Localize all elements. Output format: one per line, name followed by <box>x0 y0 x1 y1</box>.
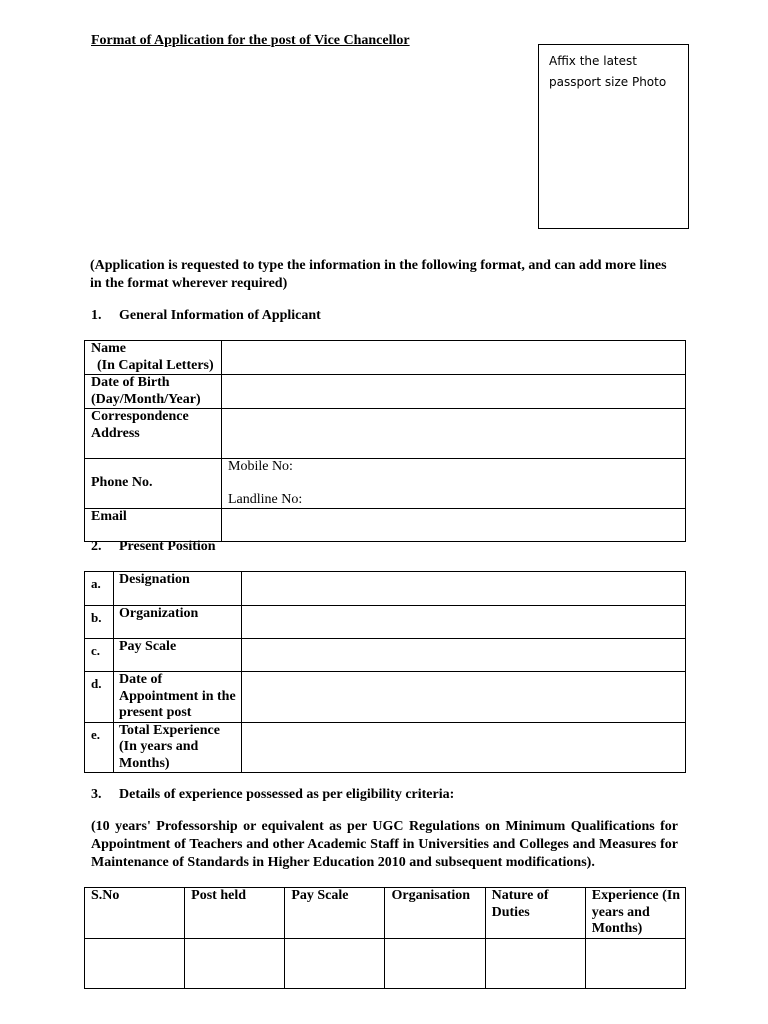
row-index: c. <box>85 639 114 672</box>
sno-cell[interactable] <box>85 939 185 989</box>
column-header-post-held: Post held <box>185 888 285 939</box>
appointment-date-field[interactable] <box>242 672 686 723</box>
organisation-cell[interactable] <box>385 939 485 989</box>
pay-scale-cell[interactable] <box>285 939 385 989</box>
document-title: Format of Application for the post of Vice Chancellor <box>91 33 410 48</box>
address-label-line2: Address <box>91 425 140 441</box>
organization-label: Organization <box>114 606 242 639</box>
column-header-organisation: Organisation <box>385 888 485 939</box>
total-experience-field[interactable] <box>242 722 686 773</box>
landline-label: Landline No: <box>228 491 303 507</box>
organization-field[interactable] <box>242 606 686 639</box>
name-field[interactable] <box>222 341 686 375</box>
pay-scale-field[interactable] <box>242 639 686 672</box>
table-row <box>85 341 686 375</box>
row-index: a. <box>85 572 114 606</box>
phone-field[interactable] <box>222 459 686 509</box>
table-row <box>85 375 686 409</box>
photo-box-text: Affix the latest passport size Photo <box>549 54 667 89</box>
address-label <box>85 409 222 459</box>
photo-placeholder-box <box>538 44 689 229</box>
dob-label <box>85 375 222 409</box>
table-row <box>85 572 686 606</box>
instruction-text: (Application is requested to type the information in the following format, and can add more lines in the format wherever required) <box>90 258 667 291</box>
section2-title: Present Position <box>119 539 216 554</box>
name-label <box>85 341 222 375</box>
table-row <box>85 639 686 672</box>
eligibility-criteria-note: (10 years' Professorship or equivalent as per UGC Regulations on Minimum Qualifications for Appointment of Teachers and other Academic Staff in Universities and Colleges and Measures for Maintenance of Standards in Higher Education 2010 and subsequent modifications). <box>91 819 678 870</box>
table-row <box>85 606 686 639</box>
name-label-line2: (In Capital Letters) <box>97 357 214 373</box>
section1-title: General Information of Applicant <box>119 308 321 323</box>
address-field[interactable] <box>222 409 686 459</box>
name-label-line1: Name <box>91 341 126 356</box>
post-held-cell[interactable] <box>185 939 285 989</box>
dob-label-line1: Date of Birth <box>91 375 170 390</box>
total-experience-label: Total Experience (In years and Months) <box>114 722 242 773</box>
experience-table <box>84 887 686 989</box>
table-row <box>85 939 686 989</box>
experience-cell[interactable] <box>585 939 685 989</box>
address-label-line1: Correspondence <box>91 409 189 424</box>
section1-number: 1. <box>91 308 102 323</box>
email-label: Email <box>85 509 222 542</box>
pay-scale-label: Pay Scale <box>114 639 242 672</box>
table-row <box>85 509 686 542</box>
section2-heading <box>91 539 216 555</box>
dob-field[interactable] <box>222 375 686 409</box>
table-row <box>85 459 686 509</box>
section2-number: 2. <box>91 539 102 554</box>
mobile-label: Mobile No: <box>228 459 293 474</box>
table-row <box>85 722 686 773</box>
column-header-pay-scale: Pay Scale <box>285 888 385 939</box>
table-row <box>85 672 686 723</box>
nature-of-duties-cell[interactable] <box>485 939 585 989</box>
table-header-row <box>85 888 686 939</box>
column-header-nature-of-duties: Nature of Duties <box>485 888 585 939</box>
phone-label: Phone No. <box>85 459 222 509</box>
designation-label: Designation <box>114 572 242 606</box>
email-field[interactable] <box>222 509 686 542</box>
table-row <box>85 409 686 459</box>
column-header-sno: S.No <box>85 888 185 939</box>
appointment-date-label: Date of Appointment in the present post <box>114 672 242 723</box>
dob-label-line2: (Day/Month/Year) <box>91 391 201 407</box>
general-info-table <box>84 340 686 542</box>
section3-title: Details of experience possessed as per eligibility criteria: <box>119 787 455 802</box>
section3-number: 3. <box>91 787 102 802</box>
section3-heading <box>91 787 454 803</box>
row-index: d. <box>85 672 114 723</box>
row-index: e. <box>85 722 114 773</box>
designation-field[interactable] <box>242 572 686 606</box>
row-index: b. <box>85 606 114 639</box>
present-position-table <box>84 571 686 773</box>
column-header-experience: Experience (In years and Months) <box>585 888 685 939</box>
section1-heading <box>91 308 321 324</box>
